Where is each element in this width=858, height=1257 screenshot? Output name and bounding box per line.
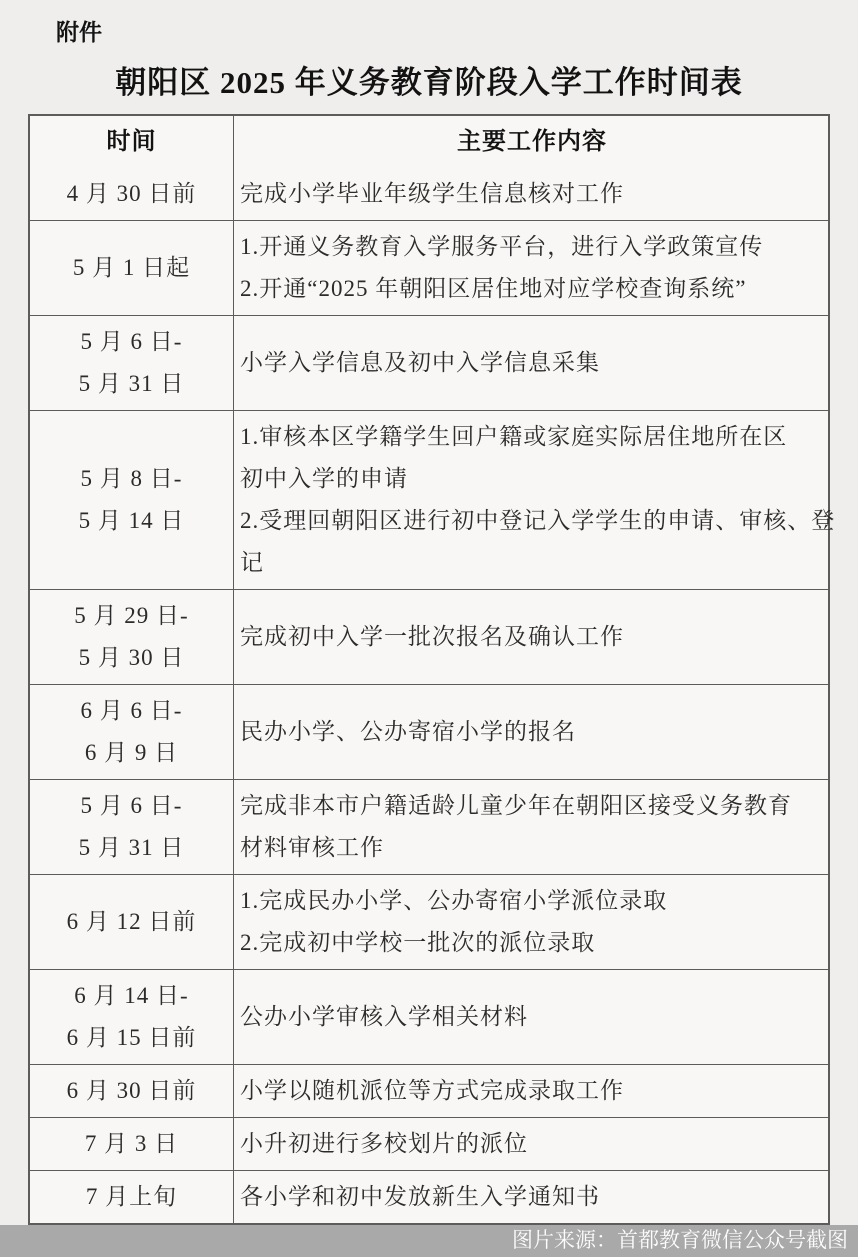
time-text: 6 月 30 日前 xyxy=(66,1078,197,1103)
content-text: 完成小学毕业年级学生信息核对工作 xyxy=(240,181,624,206)
content-text: 记 xyxy=(240,550,264,575)
time-cell xyxy=(30,590,234,684)
table-row xyxy=(30,410,836,589)
content-cell xyxy=(234,1118,828,1170)
time-text: 5 月 6 日- xyxy=(80,329,183,354)
header-content-cell xyxy=(234,116,828,168)
time-text: 5 月 31 日 xyxy=(78,371,185,396)
content-cell xyxy=(234,970,828,1064)
time-text: 6 月 12 日前 xyxy=(66,909,197,934)
table-row xyxy=(30,874,828,969)
content-cell xyxy=(234,685,828,779)
content-text: 2.开通“2025 年朝阳区居住地对应学校查询系统” xyxy=(240,276,747,301)
source-note: 图片来源：首都教育微信公众号截图 xyxy=(512,1229,848,1252)
content-text: 完成初中入学一批次报名及确认工作 xyxy=(240,624,624,649)
time-text: 5 月 6 日- xyxy=(80,793,183,818)
time-text: 5 月 1 日起 xyxy=(72,255,191,280)
time-text: 7 月 3 日 xyxy=(84,1131,179,1156)
content-cell xyxy=(234,1065,828,1117)
schedule-table xyxy=(28,114,836,1225)
table-row xyxy=(30,168,828,220)
content-text: 小学入学信息及初中入学信息采集 xyxy=(240,350,600,375)
content-cell xyxy=(234,221,828,315)
time-text: 5 月 29 日- xyxy=(74,603,189,628)
table-row xyxy=(30,1064,828,1117)
table-row xyxy=(30,589,828,684)
table-header-row xyxy=(30,116,828,168)
header-time-label: 时间 xyxy=(106,129,157,155)
time-cell xyxy=(30,970,234,1064)
time-text: 6 月 9 日 xyxy=(84,740,179,765)
time-text: 7 月上旬 xyxy=(85,1184,178,1209)
time-cell xyxy=(30,316,234,410)
time-text: 5 月 8 日- xyxy=(80,466,183,491)
content-cell xyxy=(234,590,828,684)
time-cell xyxy=(30,1118,234,1170)
time-cell xyxy=(30,1065,234,1117)
time-cell xyxy=(30,685,234,779)
time-cell xyxy=(30,780,234,874)
table-row xyxy=(30,220,828,315)
table-row xyxy=(30,1170,828,1223)
content-text: 1.开通义务教育入学服务平台，进行入学政策宣传 xyxy=(240,234,764,259)
content-text: 各小学和初中发放新生入学通知书 xyxy=(240,1184,600,1209)
content-cell xyxy=(234,1171,828,1223)
content-text: 1.审核本区学籍学生回户籍或家庭实际居住地所在区 xyxy=(240,424,788,449)
time-text: 6 月 6 日- xyxy=(80,698,183,723)
table-row xyxy=(30,779,828,874)
content-text: 2.完成初中学校一批次的派位录取 xyxy=(240,930,596,955)
page-title: 朝阳区 2025 年义务教育阶段入学工作时间表 xyxy=(115,65,743,100)
time-text: 5 月 14 日 xyxy=(78,508,185,533)
content-text: 完成非本市户籍适龄儿童少年在朝阳区接受义务教育 xyxy=(240,793,792,818)
content-text: 2.受理回朝阳区进行初中登记入学学生的申请、审核、登 xyxy=(240,508,836,533)
content-cell xyxy=(234,411,839,589)
content-cell xyxy=(234,168,828,220)
table-body xyxy=(30,168,836,1223)
attachment-label: 附件 xyxy=(56,20,102,45)
content-cell xyxy=(234,780,828,874)
time-text: 6 月 15 日前 xyxy=(66,1025,197,1050)
header-time-cell xyxy=(30,116,234,168)
time-text: 5 月 30 日 xyxy=(78,645,185,670)
time-cell xyxy=(30,875,234,969)
source-bar xyxy=(0,1225,858,1257)
table-row xyxy=(30,1117,828,1170)
content-text: 公办小学审核入学相关材料 xyxy=(240,1004,528,1029)
table-row xyxy=(30,315,828,410)
time-cell xyxy=(30,1171,234,1223)
table-row xyxy=(30,684,828,779)
time-text: 5 月 31 日 xyxy=(78,835,185,860)
content-text: 初中入学的申请 xyxy=(240,466,408,491)
content-text: 材料审核工作 xyxy=(240,835,384,860)
content-text: 小升初进行多校划片的派位 xyxy=(240,1131,528,1156)
time-cell xyxy=(30,221,234,315)
time-text: 6 月 14 日- xyxy=(74,983,189,1008)
content-text: 小学以随机派位等方式完成录取工作 xyxy=(240,1078,624,1103)
table-row xyxy=(30,969,828,1064)
content-cell xyxy=(234,875,828,969)
content-text: 1.完成民办小学、公办寄宿小学派位录取 xyxy=(240,888,668,913)
content-cell xyxy=(234,316,828,410)
header-content-label: 主要工作内容 xyxy=(457,129,607,155)
time-cell xyxy=(30,168,234,220)
content-text: 民办小学、公办寄宿小学的报名 xyxy=(240,719,576,744)
time-cell xyxy=(30,411,234,589)
time-text: 4 月 30 日前 xyxy=(66,181,197,206)
